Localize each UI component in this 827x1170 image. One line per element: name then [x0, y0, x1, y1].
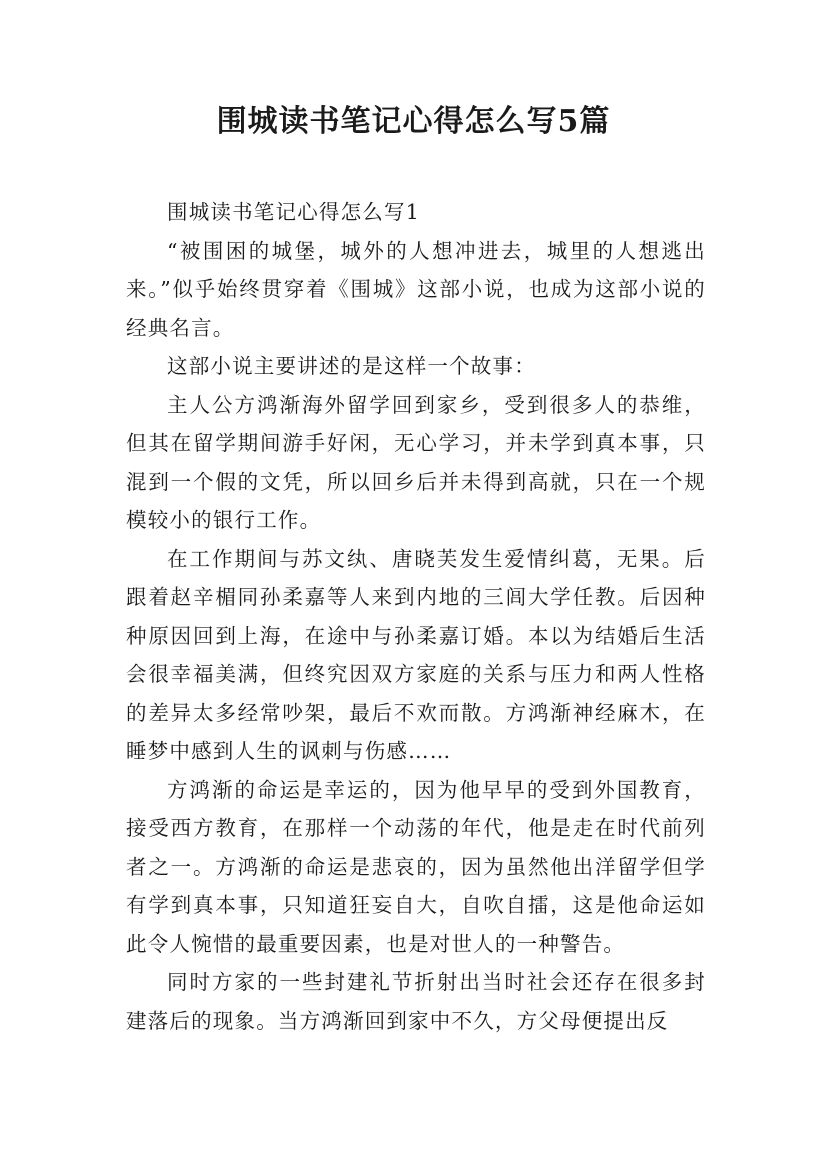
paragraph: 这部小说主要讲述的是这样一个故事：	[167, 354, 536, 378]
paragraph: 方鸿渐的命运是幸运的，因为他早早的受到外国教育，接受西方教育，在那样一个动荡的年代，他是走在时代前列者之一。方鸿渐的命运是悲哀的，因为虽然他出洋留学但学有学到真本事，只知道狂妄自大，自吹自擂，这是他命运如此令人惋惜的最重要因素，也是对世人的一种警告。	[126, 777, 706, 956]
document-body	[126, 193, 706, 1040]
section-heading: 围城读书笔记心得怎么写1	[167, 200, 420, 224]
paragraph: “被围困的城堡，城外的人想冲进去，城里的人想逃出来。”似乎始终贯穿着《围城》这部小说，也成为这部小说的经典名言。	[126, 238, 706, 340]
paragraph: 同时方家的一些封建礼节折射出当时社会还存在很多封建落后的现象。当方鸿渐回到家中不久，方父母便提出反	[126, 970, 706, 1033]
paragraph: 主人公方鸿渐海外留学回到家乡，受到很多人的恭维，但其在留学期间游手好闲，无心学习，并未学到真本事，只混到一个假的文凭，所以回乡后并未得到高就，只在一个规模较小的银行工作。	[126, 392, 706, 532]
document-title: 围城读书笔记心得怎么写5篇	[216, 104, 611, 139]
paragraph: 在工作期间与苏文纨、唐晓芙发生爱情纠葛，无果。后跟着赵辛楣同孙柔嘉等人来到内地的三闾大学任教。后因种种原因回到上海，在途中与孙柔嘉订婚。本以为结婚后生活会很幸福美满，但终究因双方家庭的关系与压力和两人性格的差异太多经常吵架，最后不欢而散。方鸿渐神经麻木，在睡梦中感到人生的讽刺与伤感……	[126, 546, 706, 763]
